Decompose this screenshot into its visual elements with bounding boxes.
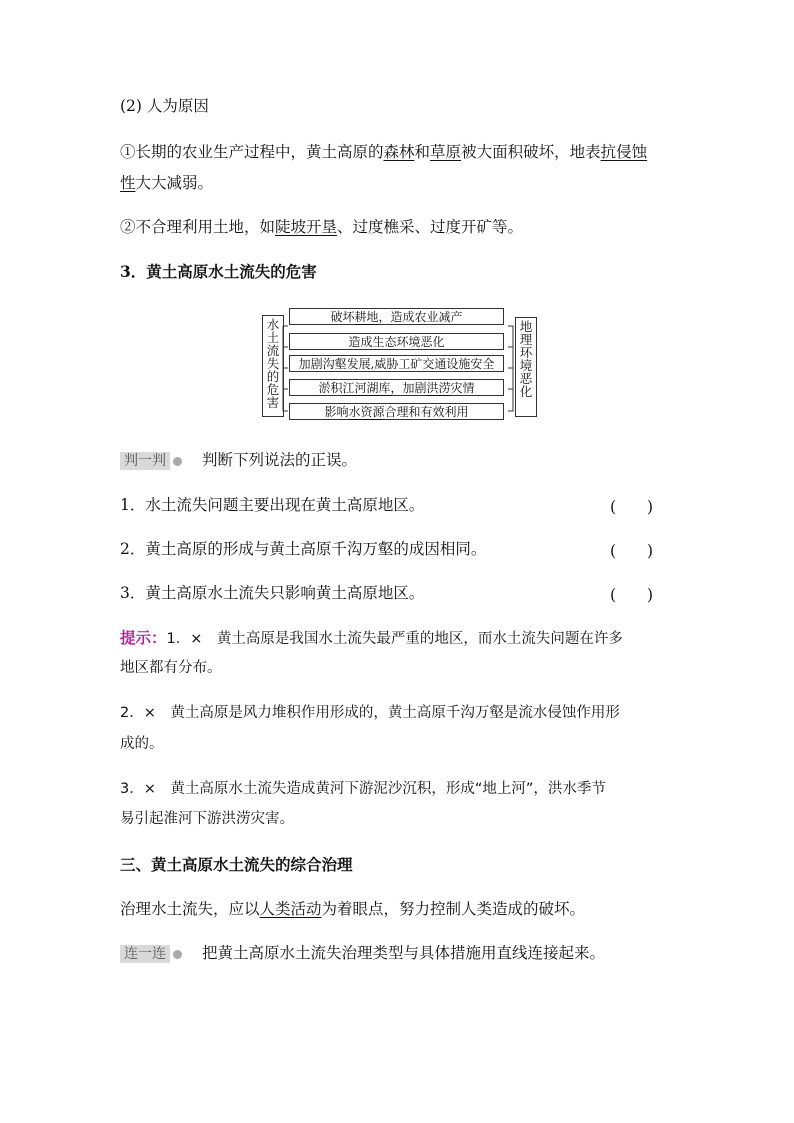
diagram-right-label: 地理环境恶化 [515, 317, 537, 417]
diagram-item: 破坏耕地，造成农业减产 [289, 308, 504, 325]
section-heading-harm: 3．黄土高原水土流失的危害 [120, 262, 317, 281]
answer-blank[interactable]: ( ) [610, 542, 654, 560]
section-heading-governance: 三、黄土高原水土流失的综合治理 [120, 855, 353, 874]
paragraph-cause-1: ①长期的农业生产过程中，黄土高原的森林和草原被大面积破坏，地表抗侵蚀 [120, 143, 648, 161]
judge-item: 3．黄土高原水土流失只影响黄土高原地区。 [120, 584, 425, 602]
judge-tag: 判一判 [120, 452, 170, 470]
diagram-left-label: 水土流失的危害 [262, 315, 284, 417]
answer-blank[interactable]: ( ) [610, 586, 654, 604]
diagram-item: 造成生态环境恶化 [289, 333, 504, 350]
hint-answer-1: 提示：1．× 黄土高原是我国水土流失最严重的地区，而水土流失问题在许多 [120, 629, 623, 647]
bullet-dot-icon [173, 950, 182, 959]
judge-header: 判一判 判断下列说法的正误。 [120, 450, 357, 470]
bullet-dot-icon [173, 457, 182, 466]
paragraph-cause-1-cont: 性大大减弱。 [120, 174, 214, 192]
diagram-item: 淤积江河湖库，加剧洪涝灾情 [289, 379, 504, 396]
hint-answer-1-cont: 地区都有分布。 [120, 660, 222, 676]
governance-paragraph: 治理水土流失，应以人类活动为着眼点，努力控制人类造成的破坏。 [120, 900, 586, 918]
hint-answer-2-cont: 成的。 [120, 736, 164, 752]
connect-header: 连一连 把黄土高原水土流失治理类型与具体措施用直线连接起来。 [120, 943, 605, 963]
hint-answer-2: 2．× 黄土高原是风力堆积作用形成的，黄土高原千沟万壑是流水侵蚀作用形 [120, 705, 620, 721]
hint-answer-3: 3．× 黄土高原水土流失造成黄河下游泥沙沉积，形成“地上河”，洪水季节 [120, 781, 606, 797]
judge-item: 1．水土流失问题主要出现在黄土高原地区。 [120, 496, 425, 514]
paragraph-cause-2: ②不合理利用土地，如陡坡开垦、过度樵采、过度开矿等。 [120, 218, 524, 236]
answer-blank[interactable]: ( ) [610, 498, 654, 516]
harm-diagram [258, 310, 538, 422]
section-heading-human-causes: (2) 人为原因 [120, 97, 209, 115]
hint-answer-3-cont: 易引起淮河下游洪涝灾害。 [120, 811, 294, 827]
diagram-item: 加剧沟壑发展,威胁工矿交通设施安全 [289, 355, 504, 372]
judge-item: 2．黄土高原的形成与黄土高原千沟万壑的成因相同。 [120, 540, 487, 558]
connect-tag: 连一连 [120, 945, 170, 963]
diagram-item: 影响水资源合理和有效利用 [289, 403, 504, 420]
